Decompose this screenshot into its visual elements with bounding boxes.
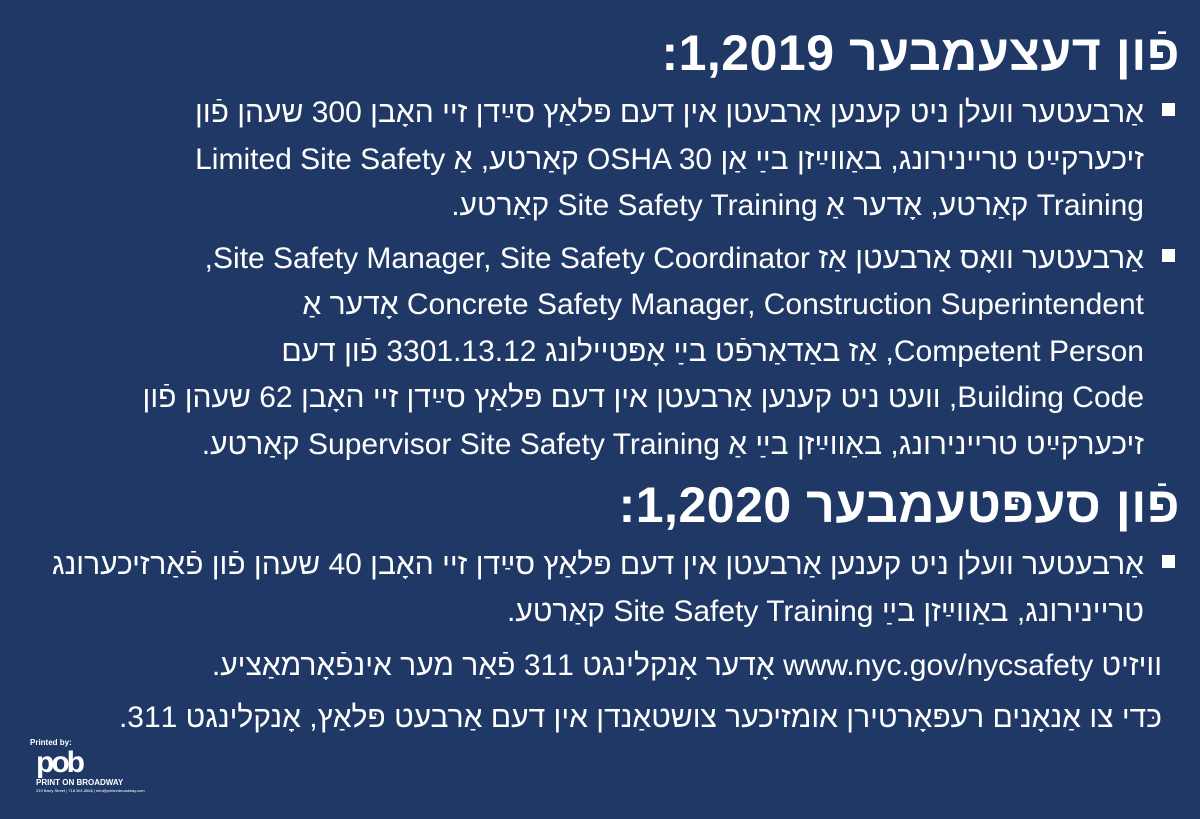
pob-logo-mark: pob bbox=[36, 746, 82, 779]
printer-brand-name: PRINT ON BROADWAY bbox=[36, 778, 124, 787]
report-info-line: כּדי צו אַנאָנים רעפּאָרטירן אומזיכער צושטאַנדן אין דעם אַרבעט פּלאַץ, אָנקלינגט 311. bbox=[118, 701, 1162, 734]
list-item bbox=[30, 236, 1180, 469]
heading-dec-2019: פֿון דעצעמבער 1,2019: bbox=[661, 25, 1180, 81]
text-line: אַרבעטער וועלן ניט קענען אַרבעטן אין דעם פּלאַץ סײַדן זיי האָבן 300 שעהן פֿון bbox=[195, 96, 1144, 129]
square-bullet-icon bbox=[1162, 103, 1175, 116]
printer-contact: 319 Barry Street | 718.361.8566 | info@printonbroadway.com bbox=[36, 788, 145, 793]
text-line: אַרבעטער וועלן ניט קענען אַרבעטן אין דעם פּלאַץ סײַדן זיי האָבן 40 שעהן פֿון פֿאַרזיכערונג bbox=[51, 548, 1144, 581]
text-line: זיכערקײַט טריינירונג, באַווײַזן בײַ אַ Supervisor Site Safety Training קאַרטע. bbox=[201, 427, 1144, 461]
text-line: Building Code, וועט ניט קענען אַרבעטן אין דעם פּלאַץ סײַדן זיי האָבן 62 שעהן פֿון bbox=[142, 381, 1144, 414]
text-line: זיכערקײַט טריינירונג, באַווײַזן בײַ אַן OSHA 30 קאַרטע, אַ Limited Site Safety bbox=[195, 142, 1144, 176]
list-item bbox=[30, 90, 1180, 230]
bullet-text bbox=[30, 90, 1144, 230]
text-line: Concrete Safety Manager, Construction Superintendent אָדער אַ bbox=[302, 288, 1144, 321]
printed-by-label: Printed by: bbox=[30, 738, 72, 747]
bullet-list-2020 bbox=[30, 542, 1180, 635]
heading-sep-2020: פֿון סעפּטעמבער 1,2020: bbox=[618, 477, 1180, 533]
square-bullet-icon bbox=[1162, 249, 1175, 262]
bullet-text bbox=[30, 542, 1144, 635]
text-line: Competent Person, אַז באַדאַרפֿט בײַ אָפּטיילונג 3301.13.12 פֿון דעם bbox=[281, 334, 1144, 368]
visit-info-line: וויזיט www.nyc.gov/nycsafety אָדער אָנקלינגט 311 פֿאַר מער אינפֿאָרמאַציע. bbox=[211, 649, 1162, 682]
bullet-list-2019 bbox=[30, 90, 1180, 468]
text-line: Training קאַרטע, אָדער אַ Site Safety Training קאַרטע. bbox=[451, 189, 1144, 222]
text-line: טריינירונג, באַווײַזן בײַ Site Safety Training קאַרטע. bbox=[507, 594, 1144, 628]
text-line: אַרבעטער וואָס אַרבעטן אַז Site Safety Manager, Site Safety Coordinator, bbox=[204, 241, 1144, 275]
list-item bbox=[30, 542, 1180, 635]
bullet-text bbox=[30, 236, 1144, 469]
square-bullet-icon bbox=[1162, 555, 1175, 568]
printer-logo bbox=[28, 738, 145, 800]
